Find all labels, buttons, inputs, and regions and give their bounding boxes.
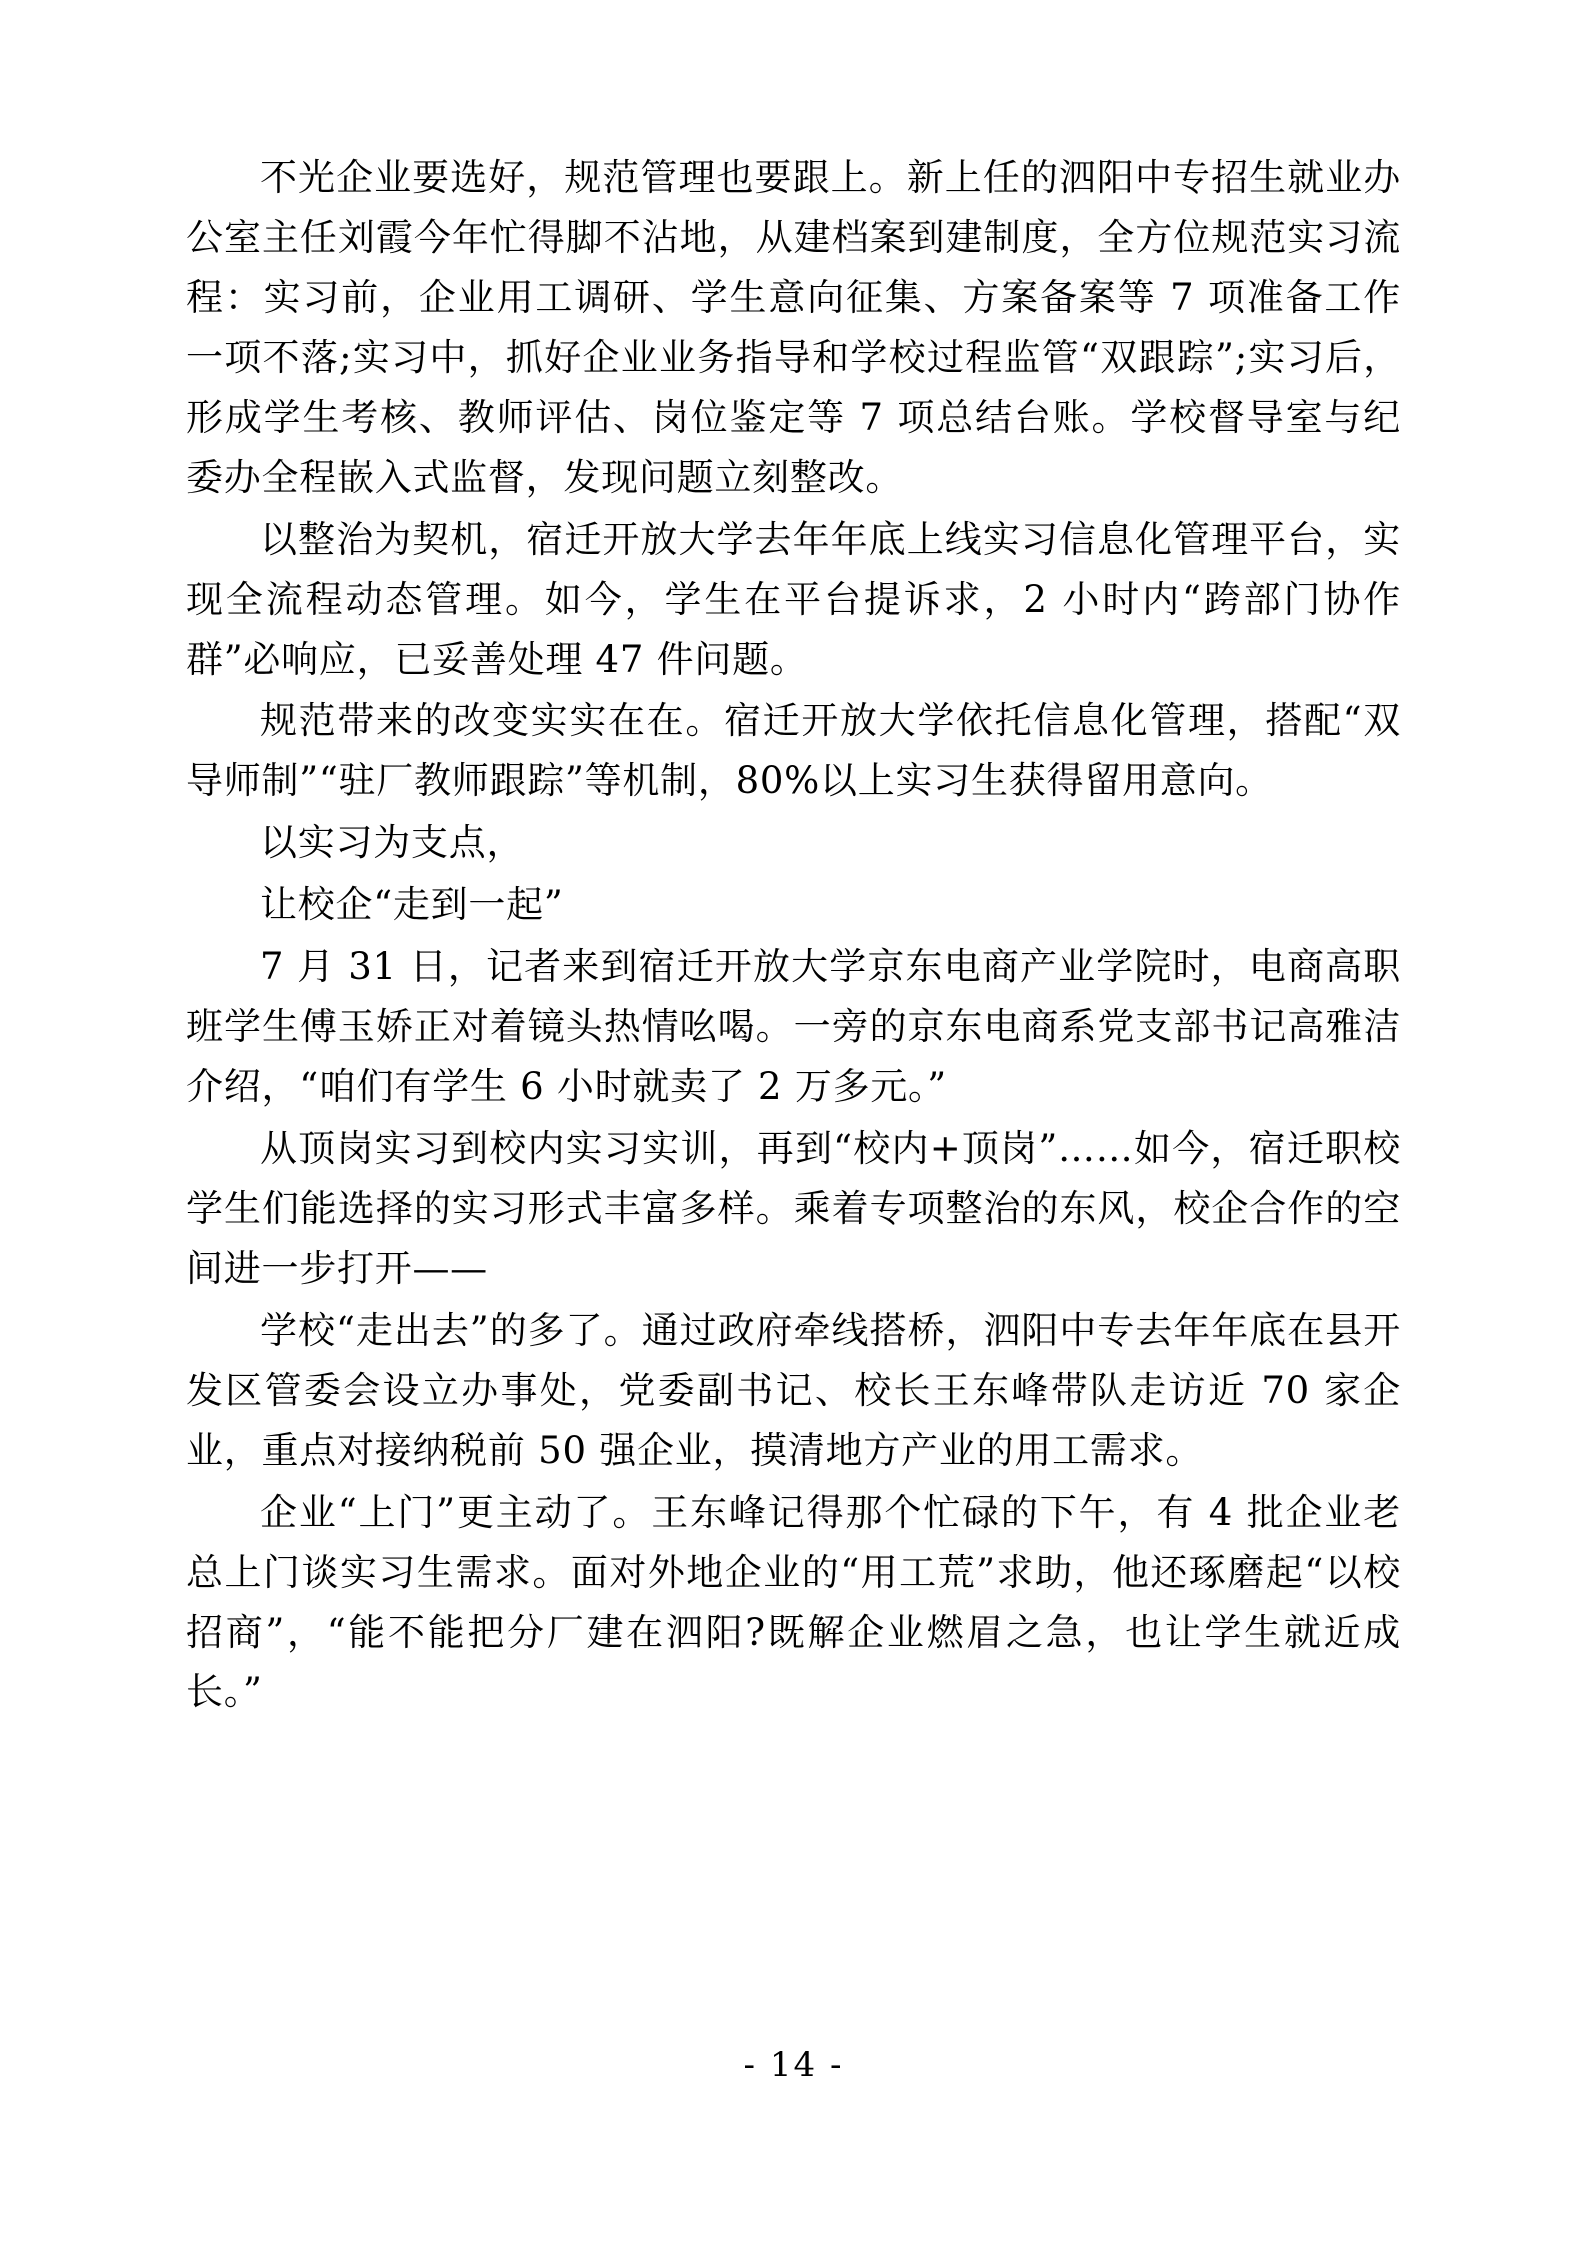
paragraph: 7 月 31 日，记者来到宿迁开放大学京东电商产业学院时，电商高职班学生傅玉娇正对着镜头热情吆喝。一旁的京东电商系党支部书记高雅洁介绍，“咱们有学生 6 小时就卖了 2 万多元。” — [186, 945, 1401, 1109]
paragraph: 学校“走出去”的多了。通过政府牵线搭桥，泗阳中专去年年底在县开发区管委会设立办事处，党委副书记、校长王东峰带队走访近 70 家企业，重点对接纳税前 50 强企业，摸清地方产业的用工需求。 — [186, 1308, 1401, 1472]
paragraph: 企业“上门”更主动了。王东峰记得那个忙碌的下午，有 4 批企业老总上门谈实习生需求。面对外地企业的“用工荒”求助，他还琢磨起“以校招商”，“能不能把分厂建在泗阳?既解企业燃眉之急，也让学生就近成长。” — [186, 1490, 1401, 1714]
paragraph: 让校企“走到一起” — [260, 883, 564, 927]
paragraph: 不光企业要选好，规范管理也要跟上。新上任的泗阳中专招生就业办公室主任刘霞今年忙得脚不沾地，从建档案到建制度，全方位规范实习流程：实习前，企业用工调研、学生意向征集、方案备案等 7 项准备工作一项不落;实习中，抓好企业业务指导和学校过程监管“双跟踪”;实习后，形成学生考核、教师评估、岗位鉴定等 7 项总结台账。学校督导室与纪委办全程嵌入式监督，发现问题立刻整改。 — [186, 156, 1401, 499]
paragraph: 以整治为契机，宿迁开放大学去年年底上线实习信息化管理平台，实现全流程动态管理。如今，学生在平台提诉求，2 小时内“跨部门协作群”必响应，已妥善处理 47 件问题。 — [186, 517, 1401, 681]
paragraph: 规范带来的改变实实在在。宿迁开放大学依托信息化管理，搭配“双导师制”“驻厂教师跟踪”等机制，80%以上实习生获得留用意向。 — [186, 699, 1401, 803]
paragraph: 以实习为支点， — [260, 821, 525, 865]
paragraph: 从顶岗实习到校内实习实训，再到“校内+顶岗”……如今，宿迁职校学生们能选择的实习形式丰富多样。乘着专项整治的东风，校企合作的空间进一步打开—— — [186, 1127, 1401, 1290]
document-body — [186, 148, 1401, 1724]
page-number: - 14 - — [743, 2045, 844, 2085]
